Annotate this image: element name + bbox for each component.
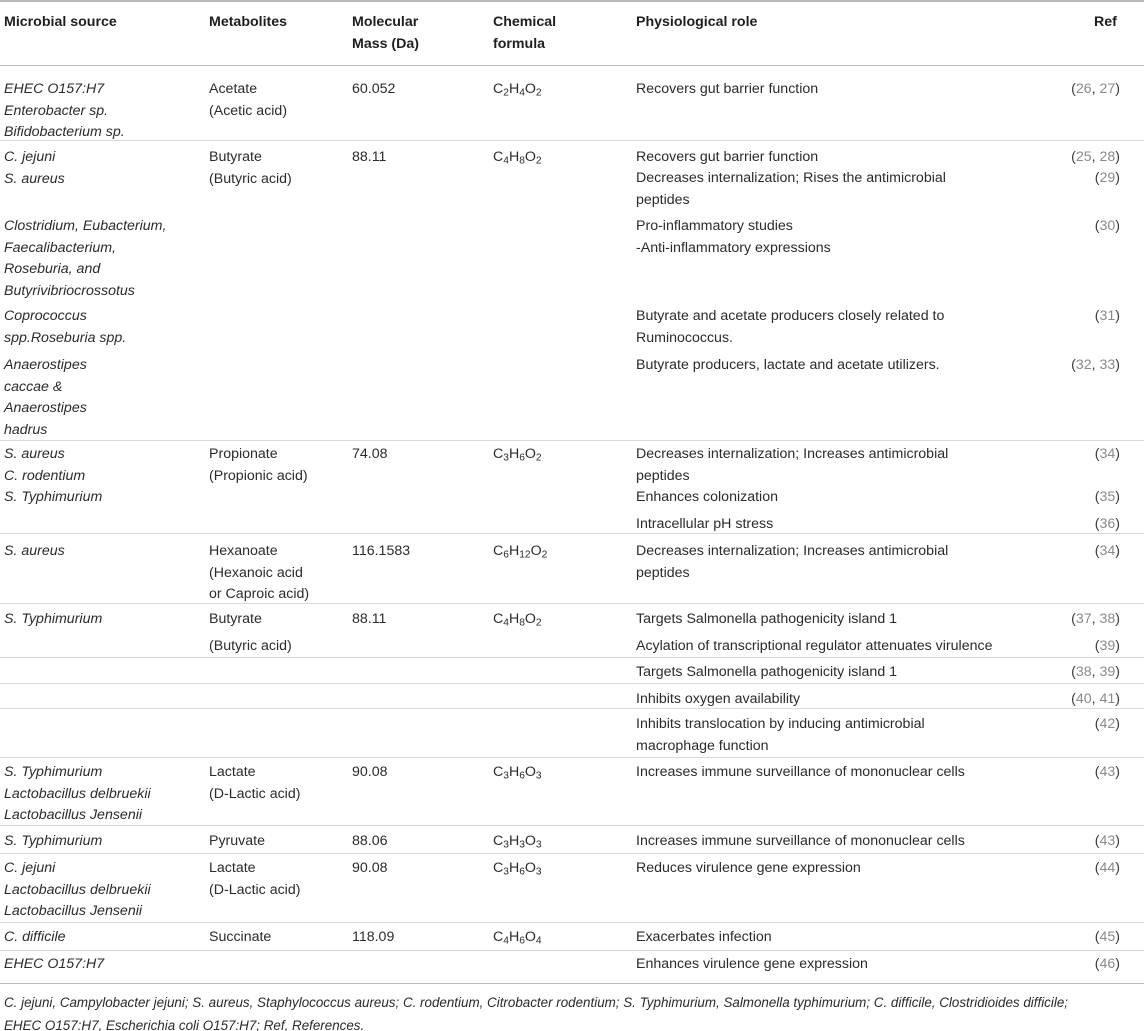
physiological-role: Recovers gut barrier function bbox=[636, 149, 819, 165]
reference: (31) bbox=[1094, 308, 1120, 324]
physiological-role: Acylation of transcriptional regulator attenuates virulence bbox=[636, 638, 993, 654]
microbial-source: S. aureus bbox=[4, 543, 65, 559]
header-role: Physiological role bbox=[636, 14, 758, 30]
physiological-role: Decreases internalization; Increases antimicrobial peptides bbox=[636, 446, 949, 484]
molecular-mass: 88.11 bbox=[352, 149, 387, 165]
microbial-source: C. difficile bbox=[4, 929, 66, 945]
reference-number[interactable]: 25 bbox=[1075, 149, 1092, 165]
reference: (43) bbox=[1094, 833, 1120, 849]
physiological-role: Reduces virulence gene expression bbox=[636, 860, 861, 876]
metabolite: Pyruvate bbox=[209, 833, 265, 849]
reference-number[interactable]: 38 bbox=[1099, 611, 1116, 627]
row-divider bbox=[0, 950, 1144, 951]
reference: (40, 41) bbox=[1071, 691, 1120, 707]
chemical-formula: $C_3H_6O_3$ bbox=[493, 860, 542, 878]
reference-number[interactable]: 44 bbox=[1099, 860, 1116, 876]
physiological-role: Targets Salmonella pathogenicity island 1 bbox=[636, 664, 898, 680]
microbial-source: C. jejuni Lactobacillus delbruekii Lactobacillus Jensenii bbox=[4, 860, 151, 919]
row-divider bbox=[0, 825, 1144, 826]
microbial-source: EHEC O157:H7 bbox=[4, 956, 105, 972]
metabolite: Lactate (D-Lactic acid) bbox=[209, 860, 301, 898]
reference-number[interactable]: 39 bbox=[1099, 664, 1116, 680]
reference: (25, 28) bbox=[1071, 149, 1120, 165]
molecular-mass: 74.08 bbox=[352, 446, 388, 462]
molecular-mass: 88.11 bbox=[352, 611, 387, 627]
reference: (43) bbox=[1094, 764, 1120, 780]
row-divider bbox=[0, 708, 1144, 709]
metabolite: Acetate (Acetic acid) bbox=[209, 81, 288, 119]
reference: (29) bbox=[1094, 170, 1120, 186]
metabolite: (Butyric acid) bbox=[209, 638, 292, 654]
reference-number[interactable]: 45 bbox=[1099, 929, 1116, 945]
reference: (32, 33) bbox=[1071, 357, 1120, 373]
physiological-role: Increases immune surveillance of mononuclear cells bbox=[636, 764, 965, 780]
header-rule bbox=[0, 65, 1144, 66]
bottom-rule bbox=[0, 983, 1144, 984]
row-divider bbox=[0, 853, 1144, 854]
chemical-formula: $C_6H_{12}O_2$ bbox=[493, 543, 548, 561]
footnote-line: EHEC O157:H7, Escherichia coli O157:H7; Ref, References. bbox=[4, 1018, 365, 1031]
reference: (42) bbox=[1094, 716, 1120, 732]
header-metabolites: Metabolites bbox=[209, 14, 288, 30]
reference-number[interactable]: 41 bbox=[1099, 691, 1116, 707]
physiological-role: Increases immune surveillance of mononuclear cells bbox=[636, 833, 965, 849]
metabolite: Hexanoate (Hexanoic acid or Caproic acid) bbox=[209, 543, 310, 602]
header-source: Microbial source bbox=[4, 14, 117, 30]
row-divider bbox=[0, 922, 1144, 923]
reference-number[interactable]: 33 bbox=[1099, 357, 1116, 373]
reference: (39) bbox=[1094, 638, 1120, 654]
microbial-source: EHEC O157:H7 Enterobacter sp. Bifidobacterium sp. bbox=[4, 81, 125, 140]
footnote-line: C. jejuni, Campylobacter jejuni; S. aureus, Staphylococcus aureus; C. rodentium, Citrobacter rodentium; S. Typhimurium, Salmonella typhimurium; C. difficile, Clostridioides difficile; bbox=[4, 995, 1068, 1010]
physiological-role: Pro-inflammatory studies -Anti-inflammatory expressions bbox=[636, 218, 831, 256]
chemical-formula: $C_3H_3O_3$ bbox=[493, 833, 542, 851]
reference: (34) bbox=[1094, 543, 1120, 559]
reference: (26, 27) bbox=[1071, 81, 1120, 97]
metabolite: Butyrate bbox=[209, 611, 262, 627]
microbial-source: S. aureus C. rodentium S. Typhimurium bbox=[4, 446, 103, 505]
chemical-formula: $C_4H_6O_4$ bbox=[493, 929, 542, 947]
reference-number[interactable]: 36 bbox=[1099, 516, 1116, 532]
reference-number[interactable]: 29 bbox=[1099, 170, 1116, 186]
physiological-role: Targets Salmonella pathogenicity island 1 bbox=[636, 611, 898, 627]
molecular-mass: 90.08 bbox=[352, 860, 388, 876]
reference: (45) bbox=[1094, 929, 1120, 945]
metabolite: Butyrate (Butyric acid) bbox=[209, 149, 292, 187]
reference-number[interactable]: 27 bbox=[1099, 81, 1116, 97]
metabolite: Succinate bbox=[209, 929, 272, 945]
microbial-source: S. Typhimurium Lactobacillus delbruekii Lactobacillus Jensenii bbox=[4, 764, 151, 823]
reference-number[interactable]: 28 bbox=[1099, 149, 1116, 165]
molecular-mass: 118.09 bbox=[352, 929, 395, 945]
row-divider bbox=[0, 683, 1144, 684]
physiological-role: Inhibits translocation by inducing antimicrobial macrophage function bbox=[636, 716, 925, 754]
microbial-source: Anaerostipes caccae & Anaerostipes hadrus bbox=[4, 357, 87, 438]
reference: (44) bbox=[1094, 860, 1120, 876]
reference: (38, 39) bbox=[1071, 664, 1120, 680]
physiological-role: Enhances colonization bbox=[636, 489, 778, 505]
row-divider bbox=[0, 603, 1144, 604]
physiological-role: Inhibits oxygen availability bbox=[636, 691, 801, 707]
reference-number[interactable]: 34 bbox=[1099, 543, 1116, 559]
chemical-formula: $C_4H_8O_2$ bbox=[493, 149, 542, 167]
reference-number[interactable]: 43 bbox=[1099, 764, 1116, 780]
header-formula: Chemical formula bbox=[493, 14, 557, 52]
physiological-role: Decreases internalization; Increases antimicrobial peptides bbox=[636, 543, 949, 581]
reference-number[interactable]: 39 bbox=[1099, 638, 1116, 654]
physiological-role: Recovers gut barrier function bbox=[636, 81, 819, 97]
microbial-source: S. Typhimurium bbox=[4, 833, 103, 849]
reference-number[interactable]: 38 bbox=[1075, 664, 1092, 680]
reference-number[interactable]: 42 bbox=[1099, 716, 1116, 732]
reference-number[interactable]: 26 bbox=[1075, 81, 1092, 97]
top-rule bbox=[0, 0, 1144, 2]
chemical-formula: $C_3H_6O_3$ bbox=[493, 764, 542, 782]
header-ref: Ref bbox=[1094, 14, 1117, 30]
reference-number[interactable]: 30 bbox=[1099, 218, 1116, 234]
metabolite: Lactate (D-Lactic acid) bbox=[209, 764, 301, 802]
chemical-formula: $C_3H_6O_2$ bbox=[493, 446, 542, 464]
physiological-role: Intracellular pH stress bbox=[636, 516, 774, 532]
reference: (36) bbox=[1094, 516, 1120, 532]
row-divider bbox=[0, 440, 1144, 441]
microbial-source: C. jejuni S. aureus bbox=[4, 149, 65, 187]
microbial-source: Clostridium, Eubacterium, Faecalibacterium, Roseburia, and Butyrivibriocrossotus bbox=[4, 218, 167, 299]
reference-number[interactable]: 34 bbox=[1099, 446, 1116, 462]
physiological-role: Exacerbates infection bbox=[636, 929, 772, 945]
reference-number[interactable]: 35 bbox=[1099, 489, 1116, 505]
molecular-mass: 90.08 bbox=[352, 764, 388, 780]
molecular-mass: 116.1583 bbox=[352, 543, 411, 559]
reference-number[interactable]: 43 bbox=[1099, 833, 1116, 849]
reference-number[interactable]: 46 bbox=[1099, 956, 1116, 972]
row-divider bbox=[0, 533, 1144, 534]
microbial-source: S. Typhimurium bbox=[4, 611, 103, 627]
reference: (35) bbox=[1094, 489, 1120, 505]
reference-number[interactable]: 32 bbox=[1075, 357, 1092, 373]
chemical-formula: $C_4H_8O_2$ bbox=[493, 611, 542, 629]
physiological-role: Decreases internalization; Rises the antimicrobial peptides bbox=[636, 170, 946, 208]
metabolite: Propionate (Propionic acid) bbox=[209, 446, 308, 484]
chemical-formula: $C_2H_4O_2$ bbox=[493, 81, 542, 99]
reference-number[interactable]: 40 bbox=[1075, 691, 1092, 707]
reference: (30) bbox=[1094, 218, 1120, 234]
row-divider bbox=[0, 757, 1144, 758]
molecular-mass: 60.052 bbox=[352, 81, 396, 97]
reference-number[interactable]: 37 bbox=[1075, 611, 1092, 627]
physiological-role: Butyrate and acetate producers closely related to Ruminococcus. bbox=[636, 308, 945, 346]
reference: (46) bbox=[1094, 956, 1120, 972]
reference: (34) bbox=[1094, 446, 1120, 462]
row-divider bbox=[0, 140, 1144, 141]
reference-number[interactable]: 31 bbox=[1099, 308, 1116, 324]
molecular-mass: 88.06 bbox=[352, 833, 388, 849]
microbial-source: Coprococcus spp.Roseburia spp. bbox=[4, 308, 127, 346]
reference: (37, 38) bbox=[1071, 611, 1120, 627]
header-mass: Molecular Mass (Da) bbox=[352, 14, 420, 52]
physiological-role: Enhances virulence gene expression bbox=[636, 956, 868, 972]
physiological-role: Butyrate producers, lactate and acetate utilizers. bbox=[636, 357, 940, 373]
